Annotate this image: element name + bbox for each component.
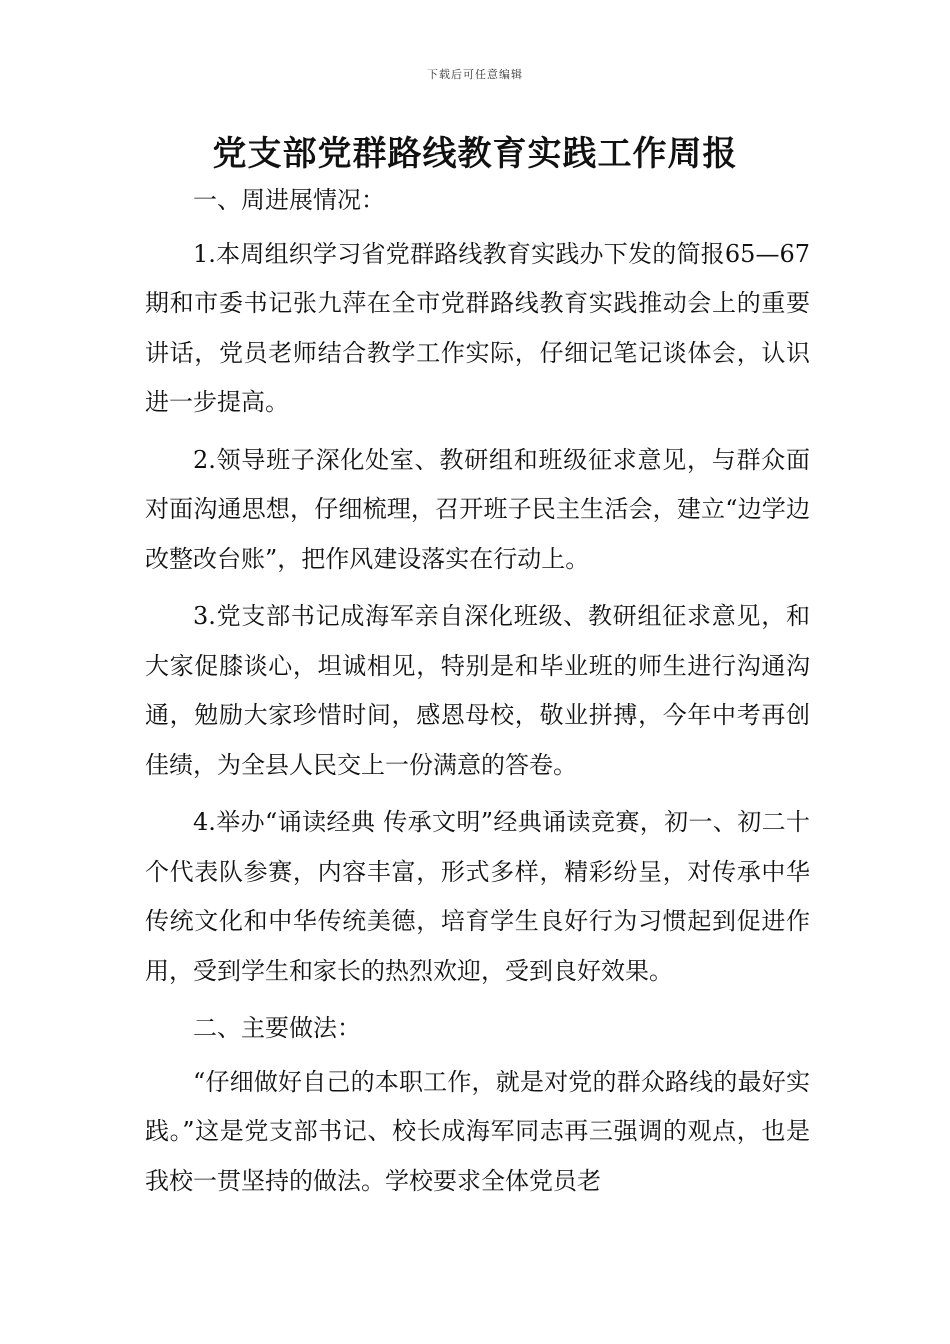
paragraph-item-4: 4.举办“诵读经典 传承文明”经典诵读竞赛，初一、初二十个代表队参赛，内容丰富，形式多样，精彩纷呈，对传承中华传统文化和中华传统美德，培育学生良好行为习惯起到促进作用，受到学生和家长的热烈欢迎，受到良好效果。 (145, 808, 810, 985)
paragraph-item-3: 3.党支部书记成海军亲自深化班级、教研组征求意见，和大家促膝谈心，坦诚相见，特别是和毕业班的师生进行沟通沟通，勉励大家珍惜时间，感恩母校，敬业拼搏，今年中考再创佳绩，为全县人民交上一份满意的答卷。 (145, 602, 810, 779)
paragraph-item-2: 2.领导班子深化处室、教研组和班级征求意见，与群众面对面沟通思想，仔细梳理，召开班子民主生活会，建立“边学边改整改台账”，把作风建设落实在行动上。 (145, 445, 810, 573)
paragraph-item-1: 1.本周组织学习省党群路线教育实践办下发的简报65—67期和市委书记张九萍在全市党群路线教育实践推动会上的重要讲话，党员老师结合教学工作实际，仔细记笔记谈体会，认识进一步提高。 (145, 239, 810, 416)
section-heading-methods: 二、主要做法： (193, 1014, 361, 1042)
section-heading-progress: 一、周进展情况： (193, 186, 385, 214)
page-header-note: 下载后可任意编辑 (427, 68, 523, 81)
document-title: 党支部党群路线教育实践工作周报 (212, 134, 738, 174)
paragraph-methods: “仔细做好自己的本职工作，就是对党的群众路线的最好实践。”这是党支部书记、校长成海军同志再三强调的观点，也是我校一贯坚持的做法。学校要求全体党员老 (145, 1067, 810, 1195)
document-body (145, 176, 810, 1214)
